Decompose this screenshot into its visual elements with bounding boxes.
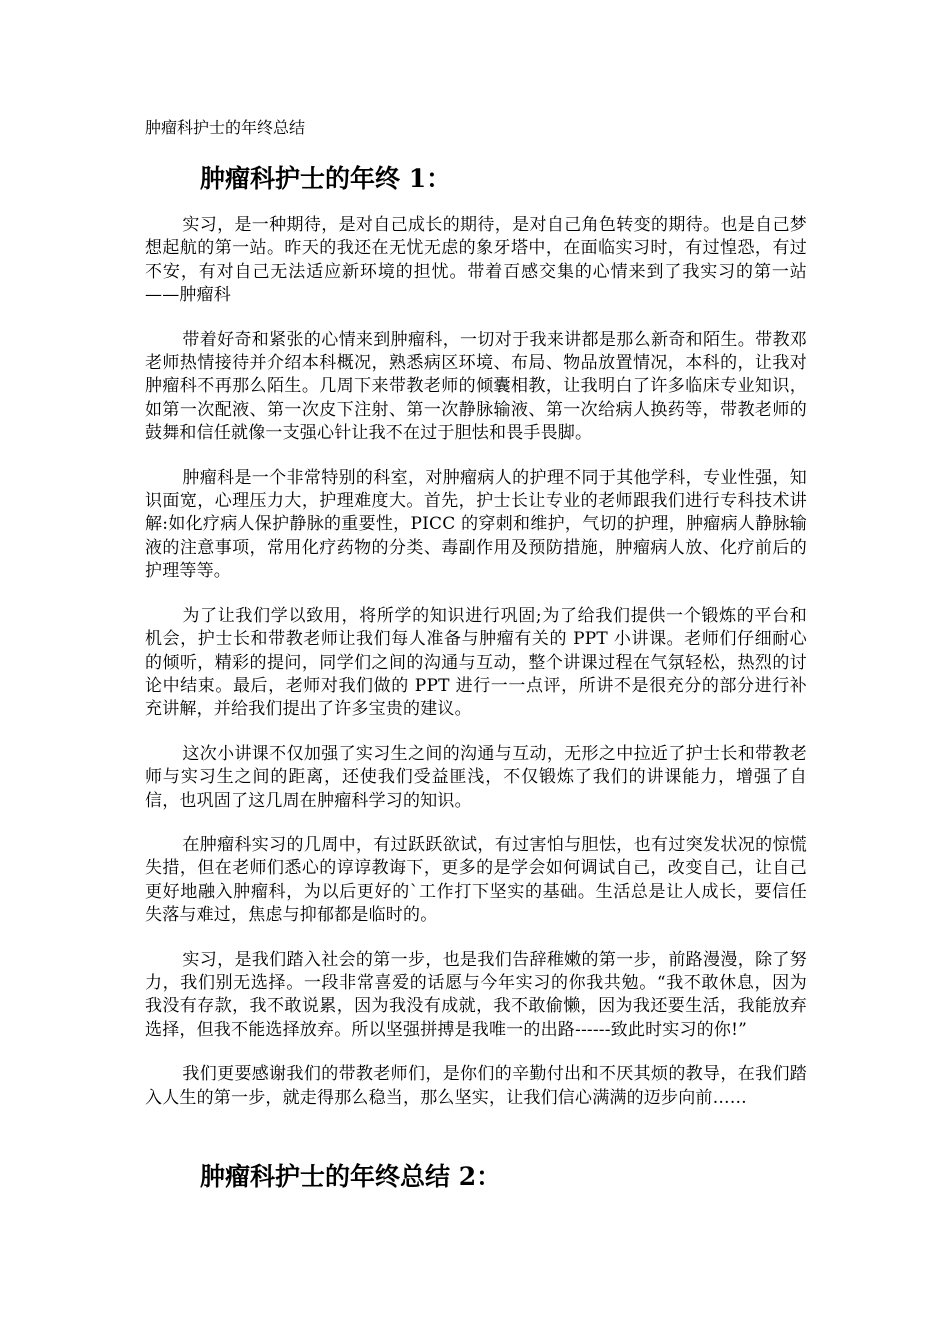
section-heading-1: 肿瘤科护士的年终 1： — [200, 164, 452, 193]
paragraph: 为了让我们学以致用，将所学的知识进行巩固;为了给我们提供一个锻炼的平台和机会，护士长和带教老师让我们每人准备与肿瘤有关的 PPT 小讲课。老师们仔细耐心的倾听，精彩的提问，同学们之间的沟通与互动，整个讲课过程在气氛轻松，热烈的讨论中结束。最后，老师对我们做的 PPT 进行一一点评，所讲不是很充分的部分进行补充讲解，并给我们提出了许多宝贵的建议。 — [145, 605, 807, 720]
paragraph: 带着好奇和紧张的心情来到肿瘤科，一切对于我来讲都是那么新奇和陌生。带教邓老师热情接待并介绍本科概况，熟悉病区环境、布局、物品放置情况，本科的，让我对肿瘤科不再那么陌生。几周下来带教老师的倾囊相教，让我明白了许多临床专业知识，如第一次配液、第一次皮下注射、第一次静脉输液、第一次给病人换药等，带教老师的鼓舞和信任就像一支强心针让我不在过于胆怯和畏手畏脚。 — [145, 329, 807, 444]
paragraph: 在肿瘤科实习的几周中，有过跃跃欲试，有过害怕与胆怯，也有过突发状况的惊慌失措，但在老师们悉心的谆谆教诲下，更多的是学会如何调试自己，改变自己，让自己更好地融入肿瘤科，为以后更好的`工作打下坚实的基础。生活总是让人成长，要信任失落与难过，焦虑与抑郁都是临时的。 — [145, 834, 807, 926]
paragraph: 实习，是一种期待，是对自己成长的期待，是对自己角色转变的期待。也是自己梦想起航的第一站。昨天的我还在无忧无虑的象牙塔中，在面临实习时，有过惶恐，有过不安，有对自己无法适应新环境的担忧。带着百感交集的心情来到了我实习的第一站——肿瘤科 — [145, 215, 807, 306]
document-title: 肿瘤科护士的年终总结 — [145, 118, 306, 137]
paragraph: 实习，是我们踏入社会的第一步，也是我们告辞稚嫩的第一步，前路漫漫，除了努力，我们别无选择。一段非常喜爱的话愿与今年实习的你我共勉。“我不敢休息，因为我没有存款，我不敢说累，因为我没有成就，我不敢偷懒，因为我还要生活，我能放弃选择，但我不能选择放弃。所以坚强拼搏是我唯一的出路------致此时实习的你!” — [145, 949, 807, 1040]
paragraph: 我们更要感谢我们的带教老师们，是你们的辛勤付出和不厌其烦的教导，在我们踏入人生的第一步，就走得那么稳当，那么坚实，让我们信心满满的迈步向前…… — [145, 1064, 807, 1108]
paragraph: 这次小讲课不仅加强了实习生之间的沟通与互动，无形之中拉近了护士长和带教老师与实习生之间的距离，还使我们受益匪浅，不仅锻炼了我们的讲课能力，增强了自信，也巩固了这几周在肿瘤科学习的知识。 — [145, 743, 807, 811]
section-heading-2: 肿瘤科护士的年终总结 2： — [200, 1162, 502, 1191]
paragraph: 肿瘤科是一个非常特别的科室，对肿瘤病人的护理不同于其他学科，专业性强，知识面宽，心理压力大，护理难度大。首先，护士长让专业的老师跟我们进行专科技术讲解:如化疗病人保护静脉的重要性，PICC 的穿刺和维护，气切的护理，肿瘤病人静脉输液的注意事项，常用化疗药物的分类、毒副作用及预防措施，肿瘤病人放、化疗前后的护理等等。 — [145, 467, 807, 582]
section-1-body — [145, 214, 807, 1131]
